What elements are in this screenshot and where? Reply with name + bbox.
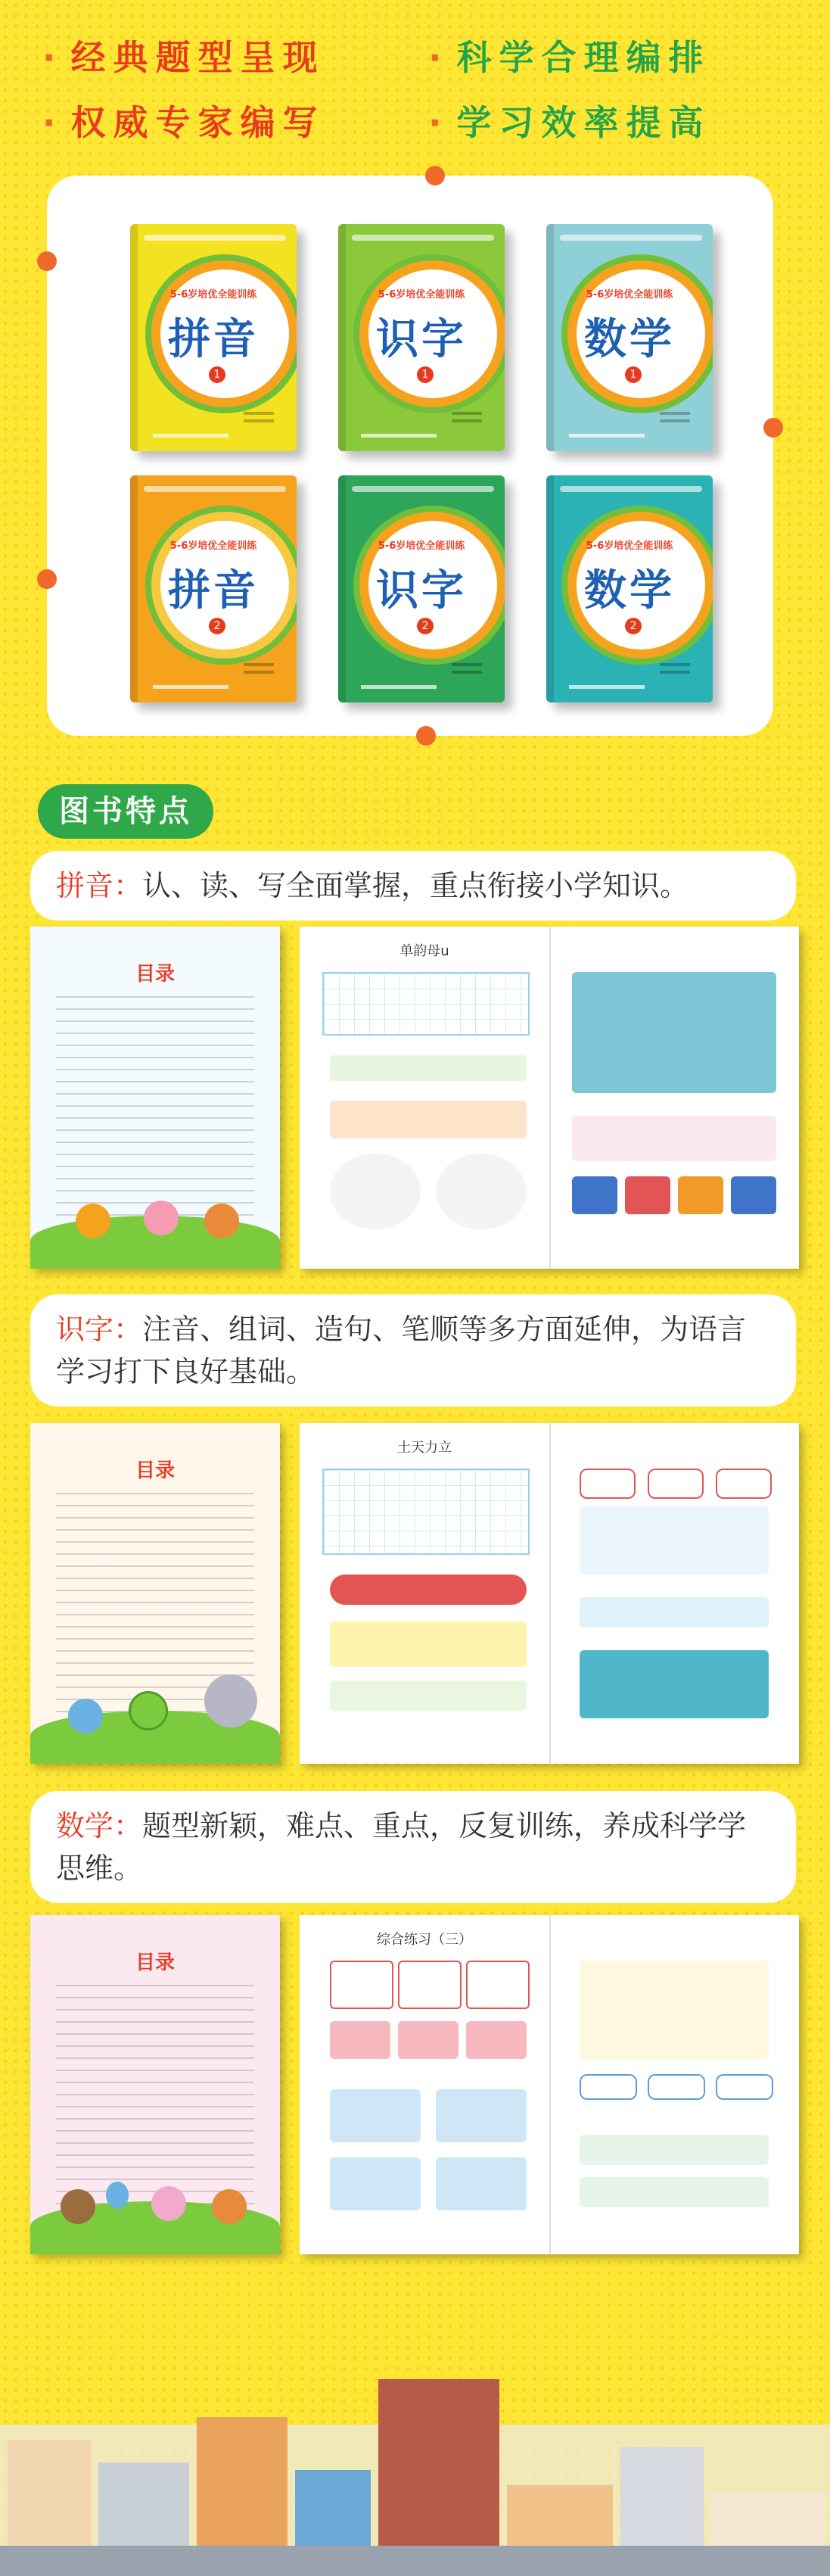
frog-icon [129,1691,168,1730]
volume-badge: 1 [417,366,434,383]
book-cover-pinyin-1 [130,224,297,451]
slogan-text: 经典题型呈现 [70,37,325,78]
slogan-1 [42,30,325,80]
book-subtitle: 5-6岁培优全能训练 [378,289,465,301]
elephant-icon [204,1674,257,1727]
toc-title: 目录 [135,963,175,986]
slogan-4 [428,95,710,145]
town-illustration [0,2286,830,2576]
features-badge: 图书特点 [38,784,213,839]
feature-text: 注音、组词、造句、笔顺等多方面延伸，为语言学习打下良好基础。 [56,1313,747,1388]
book-title: 数学 [584,315,675,364]
rabbit-icon [151,2186,186,2221]
volume-badge: 2 [209,618,225,634]
book-cover-shizi-2 [338,475,505,702]
balloon-icon [106,2182,129,2209]
slogan-text: 权威专家编写 [70,102,325,143]
book-title: 识字 [376,566,467,615]
book-title: 拼音 [168,315,259,364]
pig-icon [144,1201,179,1235]
slogan-3 [42,95,325,145]
book-subtitle: 5-6岁培优全能训练 [169,540,257,552]
street [0,2546,830,2576]
feature-text: 题型新颖，难点、重点，反复训练，养成科学学思维。 [56,1809,747,1885]
spread-shizi [300,1423,799,1764]
toc-title: 目录 [135,1951,175,1974]
book-cover-shuxue-2 [546,475,713,702]
decor-dot-icon [37,569,57,589]
book-cover-shuxue-1 [546,224,713,451]
bullet-dot-icon: · [428,37,449,78]
spread-title: 综合练习（三） [377,1932,472,1948]
bullet-dot-icon: · [428,102,449,143]
volume-badge: 2 [625,618,642,634]
book-subtitle: 5-6岁培优全能训练 [378,540,465,552]
spread-shuxue [300,1915,799,2254]
bird-icon [68,1699,103,1733]
feature-keyword: 数学： [56,1809,143,1842]
volume-badge: 2 [417,618,434,634]
toc-page-shizi [30,1423,280,1764]
book-subtitle: 5-6岁培优全能训练 [586,540,673,552]
volume-badge: 1 [625,366,642,383]
book-subtitle: 5-6岁培优全能训练 [169,289,257,301]
decor-dot-icon [37,251,57,271]
book-showcase-panel [47,176,773,736]
book-cover-pinyin-2 [130,475,297,702]
feature-keyword: 识字： [56,1313,143,1346]
book-title: 识字 [376,315,467,364]
feature-keyword: 拼音： [56,869,143,902]
decor-dot-icon [416,726,436,746]
slogan-2 [428,30,710,80]
feature-text: 认、读、写全面掌握，重点衔接小学知识。 [142,869,689,902]
feature-shuxue [30,1791,796,1903]
book-title: 数学 [584,566,675,615]
book-subtitle: 5-6岁培优全能训练 [586,289,673,301]
feature-pinyin [30,851,796,920]
decor-dot-icon [763,418,783,438]
feature-shizi [30,1294,796,1406]
bullet-dot-icon: · [42,102,64,143]
bullet-dot-icon: · [42,37,64,78]
toc-title: 目录 [135,1459,175,1482]
decor-dot-icon [425,166,445,185]
dog-icon [204,1204,239,1238]
book-title: 拼音 [168,566,259,615]
spread-pinyin [300,927,799,1269]
slogan-text: 学习效率提高 [456,102,711,143]
book-cover-shizi-1 [338,224,505,451]
toc-page-shuxue [30,1915,280,2254]
slogan-text: 科学合理编排 [456,37,711,78]
monkey-icon [61,2189,95,2224]
volume-badge: 1 [209,366,225,383]
cat-icon [76,1204,110,1238]
spread-title: 单韵母u [399,943,449,959]
bear-icon [212,2189,247,2224]
toc-page-pinyin [30,927,280,1269]
spread-title: 土天力立 [397,1440,452,1456]
